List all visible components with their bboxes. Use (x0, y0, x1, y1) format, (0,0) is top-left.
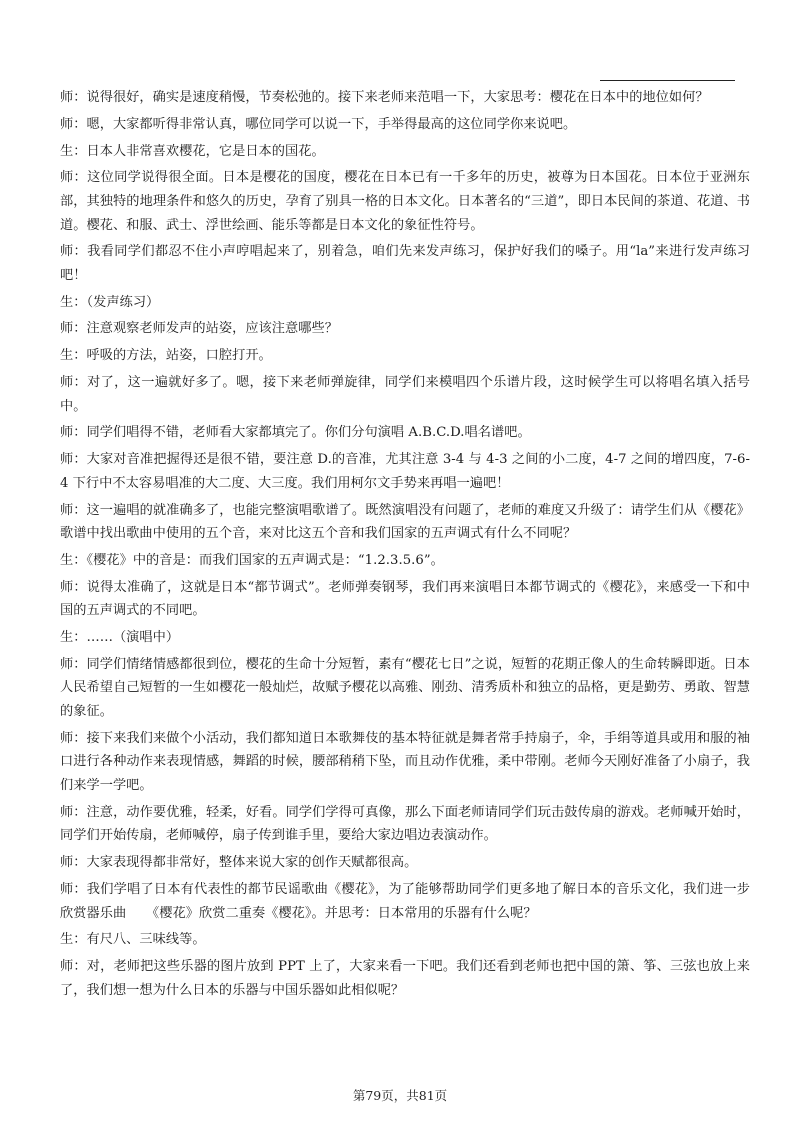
paragraph: 师：同学们情绪情感都很到位，樱花的生命十分短暂，素有“樱花七日”之说，短暂的花期正像人的生命转瞬即逝。日本人民希望自己短暂的一生如樱花一般灿烂，故赋予樱花以高雅、刚劲、清秀质朴和独立的品格，更是勤劳、勇敢、智慧的象征。 (60, 656, 750, 720)
paragraph: 师：我们学唱了日本有代表性的都节民谣歌曲《樱花》，为了能够帮助同学们更多地了解日本的音乐文化，我们进一步欣赏器乐曲 《樱花》欣赏二重奏《樱花》。并思考：日本常用的乐器有什么呢？ (60, 881, 750, 921)
page-number: 第79页，共81页 (352, 1088, 448, 1103)
paragraph: 师：说得很好，确实是速度稍慢，节奏松弛的。接下来老师来范唱一下，大家思考：樱花在日本中的地位如何？ (60, 90, 709, 105)
paragraph: 师：这位同学说得很全面。日本是樱花的国度，樱花在日本已有一千多年的历史，被尊为日本国花。日本位于亚洲东部，其独特的地理条件和悠久的历史，孕育了别具一格的日本文化。日本著名的“三道”，即日本民间的茶道、花道、书道。樱花、和服、武士、浮世绘画、能乐等都是日本文化的象征性符号。 (60, 170, 750, 233)
paragraph: 师：嗯，大家都听得非常认真，哪位同学可以说一下，手举得最高的这位同学你来说吧。 (60, 116, 577, 132)
paragraph: 生：《樱花》中的音是：而我们国家的五声调式是：“1.2.3.5.6”。 (60, 552, 444, 568)
paragraph: 师：说得太准确了，这就是日本“都节调式”。老师弹奏钢琴，我们再来演唱日本都节调式的《樱花》，来感受一下和中国的五声调式的不同吧。 (60, 579, 750, 619)
paragraph: 生：呼吸的方法，站姿，口腔打开。 (60, 348, 272, 364)
document-body (60, 86, 750, 1006)
paragraph: 生：（发声练习） (60, 294, 160, 310)
paragraph: 师：同学们唱得不错，老师看大家都填完了。你们分句演唱 A.B.C.D.唱名谱吧。 (60, 425, 531, 441)
paragraph: 师：注意观察老师发声的站姿，应该注意哪些？ (60, 321, 338, 337)
paragraph: 师：接下来我们来做个小活动，我们都知道日本歌舞伎的基本特征就是舞者常手持扇子，伞，手绢等道具或用和服的袖口进行各种动作来表现情感，舞蹈的时候，腰部稍稍下坠，而且动作优雅，柔中带刚。老师今天刚好准备了小扇子，我们来学一学吧。 (60, 730, 750, 794)
paragraph: 师：注意，动作要优雅，轻柔，好看。同学们学得可真像，那么下面老师请同学们玩击鼓传扇的游戏。老师喊开始时，同学们开始传扇，老师喊停，扇子传到谁手里，要给大家边唱边表演动作。 (60, 804, 750, 844)
paragraph: 师：大家表现得都非常好，整体来说大家的创作天赋都很高。 (60, 855, 418, 871)
paragraph: 师：大家对音准把握得还是很不错，要注意 D.的音准，尤其注意 3-4 与 4-3 之间的小二度，4-7 之间的增四度，7-6-4 下行中不太容易唱准的大二度、大三度。我们用柯尔文手势来再唱一遍吧！ (60, 452, 750, 491)
header-rule (600, 80, 735, 81)
paragraph: 生：有尺八、三味线等。 (60, 932, 206, 948)
paragraph: 师：对了，这一遍就好多了。嗯，接下来老师弹旋律，同学们来模唱四个乐谱片段，这时候学生可以将唱名填入括号中。 (60, 375, 750, 414)
paragraph: 生：日本人非常喜欢樱花，它是日本的国花。 (60, 143, 325, 159)
paragraph: 师：对，老师把这些乐器的图片放到 PPT 上了，大家来看一下吧。我们还看到老师也把中国的箫、筝、三弦也放上来了，我们想一想为什么日本的乐器与中国乐器如此相似呢？ (60, 959, 750, 998)
paragraph: 师：我看同学们都忍不住小声哼唱起来了，别着急，咱们先来发声练习，保护好我们的嗓子。用“la”来进行发声练习吧！ (60, 244, 750, 283)
paragraph: 生：……（演唱中） (60, 630, 180, 646)
paragraph: 师：这一遍唱的就准确多了，也能完整演唱歌谱了。既然演唱没有问题了，老师的难度又升级了：请学生们从《樱花》歌谱中找出歌曲中使用的五个音，来对比这五个音和我们国家的五声调式有什么不同呢？ (60, 502, 750, 542)
